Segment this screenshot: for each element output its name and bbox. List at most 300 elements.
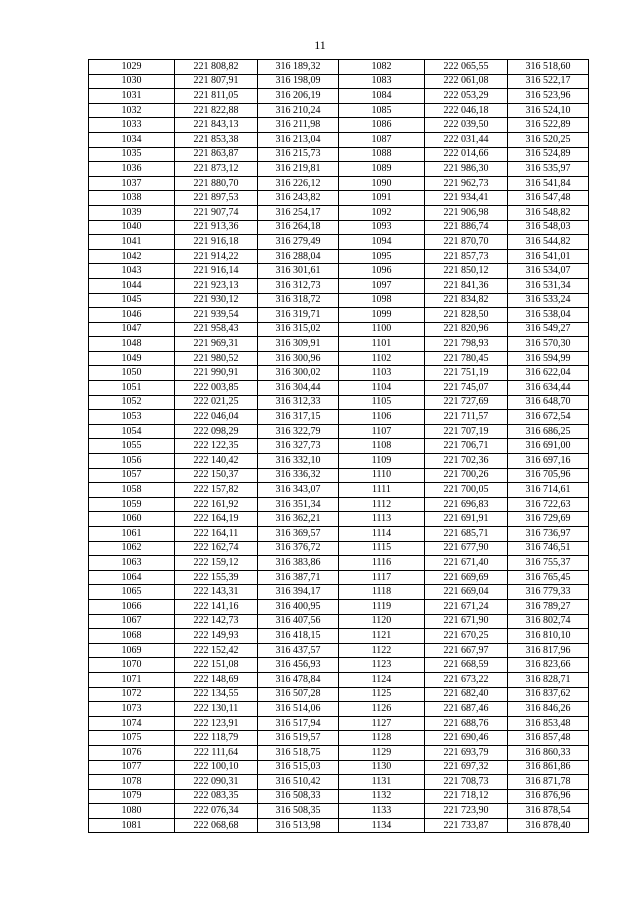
x-coordinate-cell: 221 671,40 [425, 556, 508, 571]
y-coordinate-cell: 316 594,99 [508, 351, 589, 366]
x-coordinate-cell: 221 700,05 [425, 483, 508, 498]
point-number-cell: 1056 [89, 454, 175, 469]
point-number-cell: 1078 [89, 775, 175, 790]
x-coordinate-cell: 221 780,45 [425, 351, 508, 366]
y-coordinate-cell: 316 871,78 [508, 775, 589, 790]
point-number-cell: 1062 [89, 541, 175, 556]
y-coordinate-cell: 316 327,73 [258, 439, 339, 454]
table-row [89, 60, 589, 75]
y-coordinate-cell: 316 383,86 [258, 556, 339, 571]
y-coordinate-cell: 316 722,63 [508, 497, 589, 512]
y-coordinate-cell: 316 206,19 [258, 89, 339, 104]
x-coordinate-cell: 222 150,37 [175, 468, 258, 483]
point-number-cell: 1061 [89, 527, 175, 542]
point-number-cell: 1121 [339, 629, 425, 644]
point-number-cell: 1100 [339, 322, 425, 337]
table-row [89, 176, 589, 191]
x-coordinate-cell: 221 958,43 [175, 322, 258, 337]
table-row [89, 205, 589, 220]
y-coordinate-cell: 316 226,12 [258, 176, 339, 191]
y-coordinate-cell: 316 518,75 [258, 745, 339, 760]
point-number-cell: 1040 [89, 220, 175, 235]
x-coordinate-cell: 222 161,92 [175, 497, 258, 512]
table-row [89, 132, 589, 147]
x-coordinate-cell: 221 843,13 [175, 118, 258, 133]
x-coordinate-cell: 222 021,25 [175, 395, 258, 410]
x-coordinate-cell: 221 669,04 [425, 585, 508, 600]
x-coordinate-cell: 221 696,83 [425, 497, 508, 512]
table-row [89, 147, 589, 162]
point-number-cell: 1103 [339, 366, 425, 381]
y-coordinate-cell: 316 519,57 [258, 731, 339, 746]
point-number-cell: 1106 [339, 410, 425, 425]
point-number-cell: 1098 [339, 293, 425, 308]
table-row [89, 789, 589, 804]
table-row [89, 658, 589, 673]
x-coordinate-cell: 222 134,55 [175, 687, 258, 702]
point-number-cell: 1076 [89, 745, 175, 760]
point-number-cell: 1085 [339, 103, 425, 118]
point-number-cell: 1044 [89, 278, 175, 293]
y-coordinate-cell: 316 219,81 [258, 162, 339, 177]
table-row [89, 556, 589, 571]
point-number-cell: 1115 [339, 541, 425, 556]
y-coordinate-cell: 316 522,17 [508, 74, 589, 89]
y-coordinate-cell: 316 622,04 [508, 366, 589, 381]
y-coordinate-cell: 316 861,86 [508, 760, 589, 775]
x-coordinate-cell: 222 090,31 [175, 775, 258, 790]
table-row [89, 381, 589, 396]
y-coordinate-cell: 316 300,02 [258, 366, 339, 381]
point-number-cell: 1096 [339, 264, 425, 279]
point-number-cell: 1031 [89, 89, 175, 104]
x-coordinate-cell: 222 159,12 [175, 556, 258, 571]
point-number-cell: 1039 [89, 205, 175, 220]
table-row [89, 366, 589, 381]
table-row [89, 308, 589, 323]
y-coordinate-cell: 316 508,35 [258, 804, 339, 819]
point-number-cell: 1132 [339, 789, 425, 804]
table-row [89, 278, 589, 293]
point-number-cell: 1046 [89, 308, 175, 323]
y-coordinate-cell: 316 478,84 [258, 672, 339, 687]
point-number-cell: 1129 [339, 745, 425, 760]
table-row [89, 351, 589, 366]
table-row [89, 249, 589, 264]
y-coordinate-cell: 316 514,06 [258, 702, 339, 717]
point-number-cell: 1058 [89, 483, 175, 498]
point-number-cell: 1060 [89, 512, 175, 527]
y-coordinate-cell: 316 828,71 [508, 672, 589, 687]
y-coordinate-cell: 316 779,33 [508, 585, 589, 600]
table-row [89, 162, 589, 177]
x-coordinate-cell: 222 123,91 [175, 716, 258, 731]
y-coordinate-cell: 316 705,96 [508, 468, 589, 483]
x-coordinate-cell: 221 706,71 [425, 439, 508, 454]
table-row [89, 570, 589, 585]
y-coordinate-cell: 316 810,10 [508, 629, 589, 644]
table-row [89, 512, 589, 527]
point-number-cell: 1059 [89, 497, 175, 512]
y-coordinate-cell: 316 456,93 [258, 658, 339, 673]
point-number-cell: 1128 [339, 731, 425, 746]
x-coordinate-cell: 222 061,08 [425, 74, 508, 89]
table-row [89, 497, 589, 512]
x-coordinate-cell: 221 798,93 [425, 337, 508, 352]
x-coordinate-cell: 221 870,70 [425, 235, 508, 250]
y-coordinate-cell: 316 729,69 [508, 512, 589, 527]
y-coordinate-cell: 316 332,10 [258, 454, 339, 469]
point-number-cell: 1065 [89, 585, 175, 600]
x-coordinate-cell: 222 039,50 [425, 118, 508, 133]
x-coordinate-cell: 221 916,14 [175, 264, 258, 279]
y-coordinate-cell: 316 520,25 [508, 132, 589, 147]
y-coordinate-cell: 316 319,71 [258, 308, 339, 323]
coordinates-table-body [89, 60, 589, 833]
point-number-cell: 1077 [89, 760, 175, 775]
y-coordinate-cell: 316 318,72 [258, 293, 339, 308]
y-coordinate-cell: 316 853,48 [508, 716, 589, 731]
x-coordinate-cell: 221 822,88 [175, 103, 258, 118]
x-coordinate-cell: 221 913,36 [175, 220, 258, 235]
point-number-cell: 1073 [89, 702, 175, 717]
x-coordinate-cell: 222 065,55 [425, 60, 508, 75]
point-number-cell: 1032 [89, 103, 175, 118]
x-coordinate-cell: 222 164,11 [175, 527, 258, 542]
y-coordinate-cell: 316 518,60 [508, 60, 589, 75]
point-number-cell: 1090 [339, 176, 425, 191]
x-coordinate-cell: 221 671,24 [425, 599, 508, 614]
table-row [89, 818, 589, 833]
point-number-cell: 1105 [339, 395, 425, 410]
table-row [89, 585, 589, 600]
y-coordinate-cell: 316 648,70 [508, 395, 589, 410]
y-coordinate-cell: 316 541,84 [508, 176, 589, 191]
y-coordinate-cell: 316 817,96 [508, 643, 589, 658]
table-row [89, 337, 589, 352]
point-number-cell: 1045 [89, 293, 175, 308]
y-coordinate-cell: 316 691,00 [508, 439, 589, 454]
table-row [89, 716, 589, 731]
x-coordinate-cell: 222 031,44 [425, 132, 508, 147]
y-coordinate-cell: 316 300,96 [258, 351, 339, 366]
y-coordinate-cell: 316 755,37 [508, 556, 589, 571]
y-coordinate-cell: 316 697,16 [508, 454, 589, 469]
table-row [89, 745, 589, 760]
x-coordinate-cell: 221 886,74 [425, 220, 508, 235]
point-number-cell: 1041 [89, 235, 175, 250]
x-coordinate-cell: 222 098,29 [175, 424, 258, 439]
point-number-cell: 1130 [339, 760, 425, 775]
x-coordinate-cell: 221 834,82 [425, 293, 508, 308]
y-coordinate-cell: 316 860,33 [508, 745, 589, 760]
y-coordinate-cell: 316 522,89 [508, 118, 589, 133]
point-number-cell: 1064 [89, 570, 175, 585]
y-coordinate-cell: 316 538,04 [508, 308, 589, 323]
table-row [89, 672, 589, 687]
point-number-cell: 1066 [89, 599, 175, 614]
y-coordinate-cell: 316 279,49 [258, 235, 339, 250]
point-number-cell: 1093 [339, 220, 425, 235]
x-coordinate-cell: 222 014,66 [425, 147, 508, 162]
y-coordinate-cell: 316 878,40 [508, 818, 589, 833]
x-coordinate-cell: 221 820,96 [425, 322, 508, 337]
point-number-cell: 1117 [339, 570, 425, 585]
y-coordinate-cell: 316 544,82 [508, 235, 589, 250]
x-coordinate-cell: 221 880,70 [175, 176, 258, 191]
x-coordinate-cell: 221 853,38 [175, 132, 258, 147]
x-coordinate-cell: 222 003,85 [175, 381, 258, 396]
y-coordinate-cell: 316 823,66 [508, 658, 589, 673]
point-number-cell: 1037 [89, 176, 175, 191]
point-number-cell: 1074 [89, 716, 175, 731]
coordinates-table [88, 59, 589, 833]
x-coordinate-cell: 222 100,10 [175, 760, 258, 775]
y-coordinate-cell: 316 508,33 [258, 789, 339, 804]
x-coordinate-cell: 221 688,76 [425, 716, 508, 731]
x-coordinate-cell: 221 841,36 [425, 278, 508, 293]
table-row [89, 424, 589, 439]
y-coordinate-cell: 316 243,82 [258, 191, 339, 206]
x-coordinate-cell: 221 691,91 [425, 512, 508, 527]
x-coordinate-cell: 221 962,73 [425, 176, 508, 191]
x-coordinate-cell: 221 969,31 [175, 337, 258, 352]
y-coordinate-cell: 316 524,89 [508, 147, 589, 162]
point-number-cell: 1052 [89, 395, 175, 410]
y-coordinate-cell: 316 634,44 [508, 381, 589, 396]
x-coordinate-cell: 222 046,04 [175, 410, 258, 425]
x-coordinate-cell: 221 873,12 [175, 162, 258, 177]
y-coordinate-cell: 316 312,73 [258, 278, 339, 293]
x-coordinate-cell: 221 690,46 [425, 731, 508, 746]
y-coordinate-cell: 316 362,21 [258, 512, 339, 527]
table-row [89, 220, 589, 235]
x-coordinate-cell: 221 751,19 [425, 366, 508, 381]
x-coordinate-cell: 221 807,91 [175, 74, 258, 89]
x-coordinate-cell: 221 934,41 [425, 191, 508, 206]
y-coordinate-cell: 316 878,54 [508, 804, 589, 819]
y-coordinate-cell: 316 376,72 [258, 541, 339, 556]
point-number-cell: 1102 [339, 351, 425, 366]
point-number-cell: 1047 [89, 322, 175, 337]
y-coordinate-cell: 316 765,45 [508, 570, 589, 585]
point-number-cell: 1113 [339, 512, 425, 527]
point-number-cell: 1088 [339, 147, 425, 162]
point-number-cell: 1038 [89, 191, 175, 206]
x-coordinate-cell: 222 053,29 [425, 89, 508, 104]
table-row [89, 74, 589, 89]
table-row [89, 395, 589, 410]
y-coordinate-cell: 316 198,09 [258, 74, 339, 89]
point-number-cell: 1125 [339, 687, 425, 702]
point-number-cell: 1099 [339, 308, 425, 323]
table-row [89, 775, 589, 790]
point-number-cell: 1054 [89, 424, 175, 439]
point-number-cell: 1034 [89, 132, 175, 147]
point-number-cell: 1071 [89, 672, 175, 687]
x-coordinate-cell: 221 673,22 [425, 672, 508, 687]
point-number-cell: 1029 [89, 60, 175, 75]
table-row [89, 454, 589, 469]
x-coordinate-cell: 221 693,79 [425, 745, 508, 760]
table-row [89, 191, 589, 206]
x-coordinate-cell: 221 914,22 [175, 249, 258, 264]
y-coordinate-cell: 316 387,71 [258, 570, 339, 585]
x-coordinate-cell: 221 916,18 [175, 235, 258, 250]
point-number-cell: 1101 [339, 337, 425, 352]
point-number-cell: 1043 [89, 264, 175, 279]
x-coordinate-cell: 221 697,32 [425, 760, 508, 775]
y-coordinate-cell: 316 541,01 [508, 249, 589, 264]
x-coordinate-cell: 221 906,98 [425, 205, 508, 220]
x-coordinate-cell: 221 923,13 [175, 278, 258, 293]
table-row [89, 89, 589, 104]
x-coordinate-cell: 222 083,35 [175, 789, 258, 804]
point-number-cell: 1033 [89, 118, 175, 133]
y-coordinate-cell: 316 534,07 [508, 264, 589, 279]
table-row [89, 322, 589, 337]
x-coordinate-cell: 222 140,42 [175, 454, 258, 469]
y-coordinate-cell: 316 215,73 [258, 147, 339, 162]
x-coordinate-cell: 221 667,97 [425, 643, 508, 658]
point-number-cell: 1075 [89, 731, 175, 746]
point-number-cell: 1049 [89, 351, 175, 366]
y-coordinate-cell: 316 211,98 [258, 118, 339, 133]
point-number-cell: 1110 [339, 468, 425, 483]
y-coordinate-cell: 316 351,34 [258, 497, 339, 512]
x-coordinate-cell: 221 671,90 [425, 614, 508, 629]
y-coordinate-cell: 316 857,48 [508, 731, 589, 746]
y-coordinate-cell: 316 746,51 [508, 541, 589, 556]
x-coordinate-cell: 222 118,79 [175, 731, 258, 746]
x-coordinate-cell: 221 682,40 [425, 687, 508, 702]
point-number-cell: 1081 [89, 818, 175, 833]
table-row [89, 264, 589, 279]
x-coordinate-cell: 221 685,71 [425, 527, 508, 542]
y-coordinate-cell: 316 343,07 [258, 483, 339, 498]
y-coordinate-cell: 316 369,57 [258, 527, 339, 542]
x-coordinate-cell: 221 986,30 [425, 162, 508, 177]
point-number-cell: 1091 [339, 191, 425, 206]
y-coordinate-cell: 316 547,48 [508, 191, 589, 206]
x-coordinate-cell: 222 122,35 [175, 439, 258, 454]
x-coordinate-cell: 221 670,25 [425, 629, 508, 644]
x-coordinate-cell: 221 863,87 [175, 147, 258, 162]
point-number-cell: 1042 [89, 249, 175, 264]
y-coordinate-cell: 316 570,30 [508, 337, 589, 352]
y-coordinate-cell: 316 672,54 [508, 410, 589, 425]
x-coordinate-cell: 222 141,16 [175, 599, 258, 614]
point-number-cell: 1104 [339, 381, 425, 396]
table-row [89, 702, 589, 717]
point-number-cell: 1118 [339, 585, 425, 600]
point-number-cell: 1067 [89, 614, 175, 629]
point-number-cell: 1050 [89, 366, 175, 381]
x-coordinate-cell: 222 111,64 [175, 745, 258, 760]
y-coordinate-cell: 316 549,27 [508, 322, 589, 337]
x-coordinate-cell: 221 707,19 [425, 424, 508, 439]
x-coordinate-cell: 221 850,12 [425, 264, 508, 279]
y-coordinate-cell: 316 336,32 [258, 468, 339, 483]
x-coordinate-cell: 222 152,42 [175, 643, 258, 658]
table-row [89, 527, 589, 542]
table-row [89, 804, 589, 819]
point-number-cell: 1063 [89, 556, 175, 571]
point-number-cell: 1086 [339, 118, 425, 133]
point-number-cell: 1134 [339, 818, 425, 833]
x-coordinate-cell: 222 046,18 [425, 103, 508, 118]
y-coordinate-cell: 316 309,91 [258, 337, 339, 352]
x-coordinate-cell: 222 151,08 [175, 658, 258, 673]
table-row [89, 118, 589, 133]
y-coordinate-cell: 316 304,44 [258, 381, 339, 396]
x-coordinate-cell: 221 857,73 [425, 249, 508, 264]
y-coordinate-cell: 316 288,04 [258, 249, 339, 264]
x-coordinate-cell: 221 702,36 [425, 454, 508, 469]
table-row [89, 235, 589, 250]
y-coordinate-cell: 316 533,24 [508, 293, 589, 308]
x-coordinate-cell: 222 157,82 [175, 483, 258, 498]
table-row [89, 468, 589, 483]
point-number-cell: 1120 [339, 614, 425, 629]
point-number-cell: 1087 [339, 132, 425, 147]
y-coordinate-cell: 316 437,57 [258, 643, 339, 658]
table-row [89, 687, 589, 702]
y-coordinate-cell: 316 548,03 [508, 220, 589, 235]
table-row [89, 643, 589, 658]
y-coordinate-cell: 316 714,61 [508, 483, 589, 498]
point-number-cell: 1116 [339, 556, 425, 571]
table-row [89, 293, 589, 308]
x-coordinate-cell: 221 828,50 [425, 308, 508, 323]
point-number-cell: 1080 [89, 804, 175, 819]
y-coordinate-cell: 316 315,02 [258, 322, 339, 337]
y-coordinate-cell: 316 802,74 [508, 614, 589, 629]
x-coordinate-cell: 221 711,57 [425, 410, 508, 425]
point-number-cell: 1108 [339, 439, 425, 454]
x-coordinate-cell: 222 162,74 [175, 541, 258, 556]
x-coordinate-cell: 221 930,12 [175, 293, 258, 308]
point-number-cell: 1094 [339, 235, 425, 250]
x-coordinate-cell: 221 745,07 [425, 381, 508, 396]
y-coordinate-cell: 316 312,33 [258, 395, 339, 410]
y-coordinate-cell: 316 876,96 [508, 789, 589, 804]
point-number-cell: 1092 [339, 205, 425, 220]
x-coordinate-cell: 222 155,39 [175, 570, 258, 585]
point-number-cell: 1072 [89, 687, 175, 702]
y-coordinate-cell: 316 407,56 [258, 614, 339, 629]
x-coordinate-cell: 222 130,11 [175, 702, 258, 717]
point-number-cell: 1051 [89, 381, 175, 396]
y-coordinate-cell: 316 548,82 [508, 205, 589, 220]
table-row [89, 629, 589, 644]
x-coordinate-cell: 221 808,82 [175, 60, 258, 75]
point-number-cell: 1055 [89, 439, 175, 454]
table-row [89, 614, 589, 629]
point-number-cell: 1089 [339, 162, 425, 177]
point-number-cell: 1097 [339, 278, 425, 293]
y-coordinate-cell: 316 523,96 [508, 89, 589, 104]
point-number-cell: 1123 [339, 658, 425, 673]
x-coordinate-cell: 221 907,74 [175, 205, 258, 220]
table-row [89, 483, 589, 498]
point-number-cell: 1057 [89, 468, 175, 483]
y-coordinate-cell: 316 213,04 [258, 132, 339, 147]
x-coordinate-cell: 222 142,73 [175, 614, 258, 629]
y-coordinate-cell: 316 264,18 [258, 220, 339, 235]
y-coordinate-cell: 316 254,17 [258, 205, 339, 220]
y-coordinate-cell: 316 846,26 [508, 702, 589, 717]
